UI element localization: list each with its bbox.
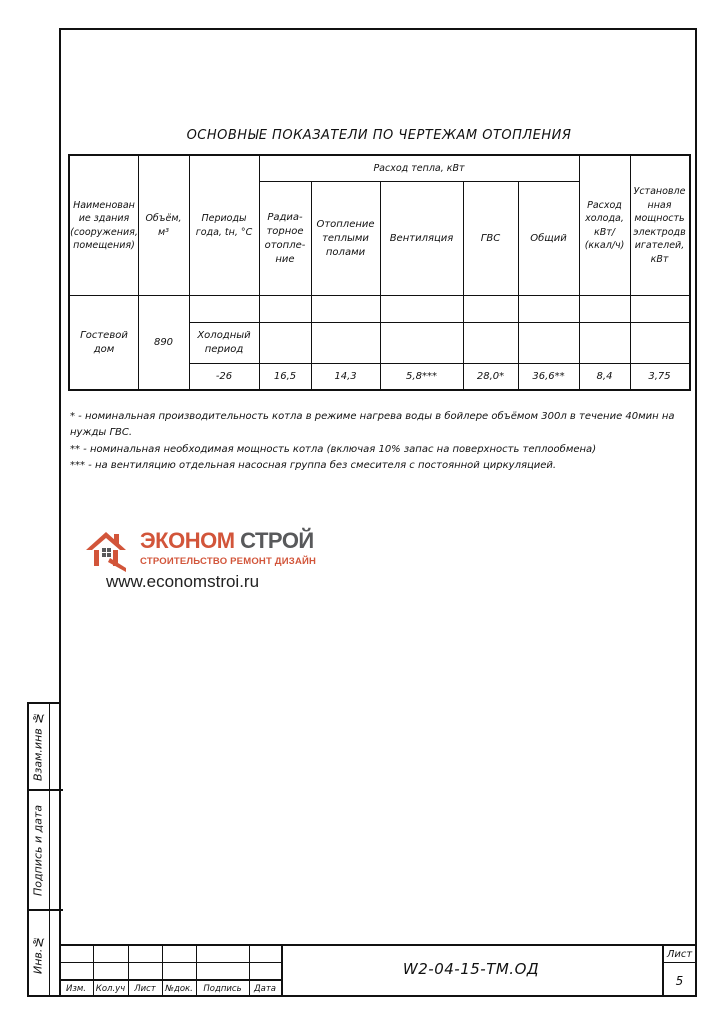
strip-label-inventory: Инв.№ [31,935,45,974]
col-label-doc-number: №док. [165,984,193,994]
strip-divider [29,909,63,911]
header-total: Общий [530,232,567,244]
header-hws: ГВС [480,232,501,244]
cell-ventilation: 5,8*** [406,371,437,382]
col-label-count: Кол.уч [95,984,126,994]
header-name: Наименован ие здания (сооружения, помещения) [70,199,138,251]
table-divider [189,322,689,323]
cell-floor-heating: 14,3 [334,371,357,382]
footnote: *** - на вентиляцию отдельная насосная группа без смесителя с постоянной циркуляцией. [70,460,557,471]
cell-total: 36,6** [532,371,565,382]
cell-building-name: Гостевой дом [80,329,128,355]
cell-volume: 890 [153,336,174,348]
header-floor-heating: Отопление теплыми полами [316,218,375,258]
strip-label-signature-date: Подпись и дата [31,804,45,897]
strip-divider [29,789,63,791]
tb-divider [59,962,281,963]
footnote: ** - номинальная необходимая мощность котла (включая 10% запас на поверхность теплообмена) [70,444,597,455]
tb-divider [662,962,697,963]
col-label-signature: Подпись [203,984,242,994]
title-block [59,944,697,997]
strip-label-replacement: Взам.инв № [31,711,45,782]
tb-divider [59,979,281,981]
sheet-number: 5 [675,974,684,988]
page-title: ОСНОВНЫЕ ПОКАЗАТЕЛИ ПО ЧЕРТЕЖАМ ОТОПЛЕНИЯ [186,128,572,143]
header-radiator: Радиа- торное отопле- ние [264,211,306,265]
col-label-sheet: Лист [134,984,156,994]
website-link[interactable]: www.economstroi.ru [106,572,260,591]
footnote: * - номинальная производительность котла в режиме нагрева воды в бойлере объёмом 300л в течение 40мин на нужды ГВС. [70,411,675,438]
company-logo [84,528,324,598]
header-volume: Объём, м³ [145,213,182,238]
header-electric-power: Установле нная мощность электродв игателей, кВт [633,186,686,265]
cell-radiator: 16,5 [273,371,297,382]
header-ventilation: Вентиляция [389,232,454,244]
logo-wordmark [140,528,314,554]
logo-word-1: ЭКОНОМ [140,528,235,553]
strip-divider [49,704,50,995]
header-heat-consumption: Расход тепла, кВт [373,162,465,174]
cell-temperature: -26 [215,371,233,382]
col-label-date: Дата [253,984,276,994]
col-label-change: Изм. [66,984,86,994]
logo-tagline: СТРОИТЕЛЬСТВО РЕМОНТ ДИЗАЙН [140,556,317,567]
cell-hws: 28,0* [476,371,505,382]
cell-period: Холодный период [197,330,251,355]
document-code: W2-04-15-ТМ.ОД [402,960,540,978]
header-cooling: Расход холода, кВт/ (ккал/ч) [584,199,625,251]
header-period: Периоды года, tн, °С [195,213,253,238]
indicators-table [68,154,691,391]
side-stamp [27,702,61,997]
logo-word-2: СТРОЙ [240,528,314,553]
cell-electric-power: 3,75 [648,371,671,382]
cell-cooling: 8,4 [596,371,613,382]
sheet-label: Лист [666,949,693,960]
house-icon [84,528,130,572]
